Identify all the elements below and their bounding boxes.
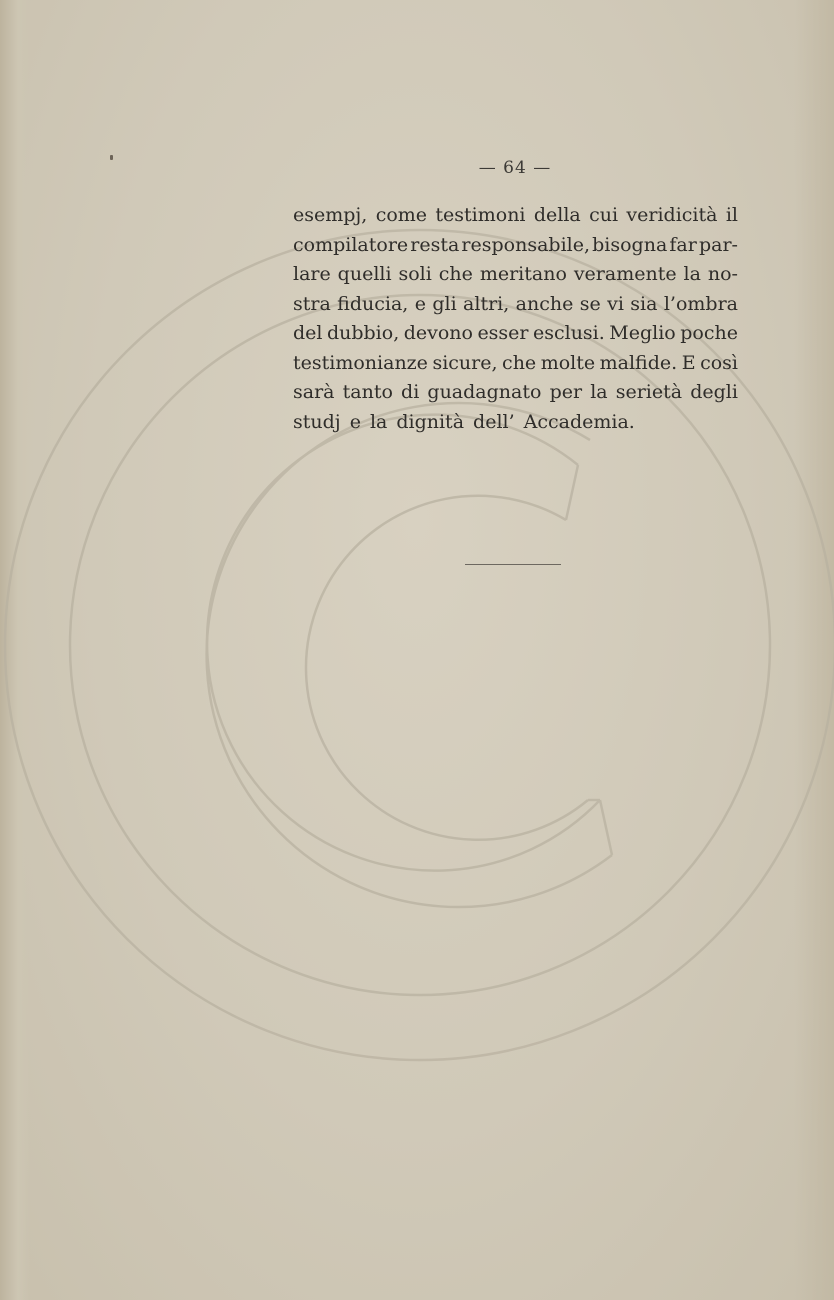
- text-line: lare quelli soli che meritano veramente la no-: [293, 263, 738, 285]
- text-line: esempj, come testimoni della cui veridicità il: [293, 204, 738, 226]
- text-line: studj e la dignità dell’ Accademia.: [293, 410, 635, 433]
- page-number: — 64 —: [478, 158, 552, 178]
- text-line: testimonianze sicure, che molte malfide. E così: [293, 351, 738, 374]
- ink-speck: [110, 155, 113, 160]
- text-line: del dubbio, devono esser esclusi. Meglio poche: [293, 322, 738, 344]
- text-line: stra fiducia, e gli altri, anche se vi sia l’ombra: [293, 292, 738, 315]
- text-line: compilatore resta responsabile, bisogna far par-: [293, 233, 738, 256]
- text-line: sarà tanto di guadagnato per la serietà degli: [293, 381, 738, 403]
- page-edge-right: [794, 0, 834, 1300]
- body-text: [293, 201, 738, 437]
- end-rule: [465, 564, 561, 565]
- page-edge-left: [0, 0, 30, 1300]
